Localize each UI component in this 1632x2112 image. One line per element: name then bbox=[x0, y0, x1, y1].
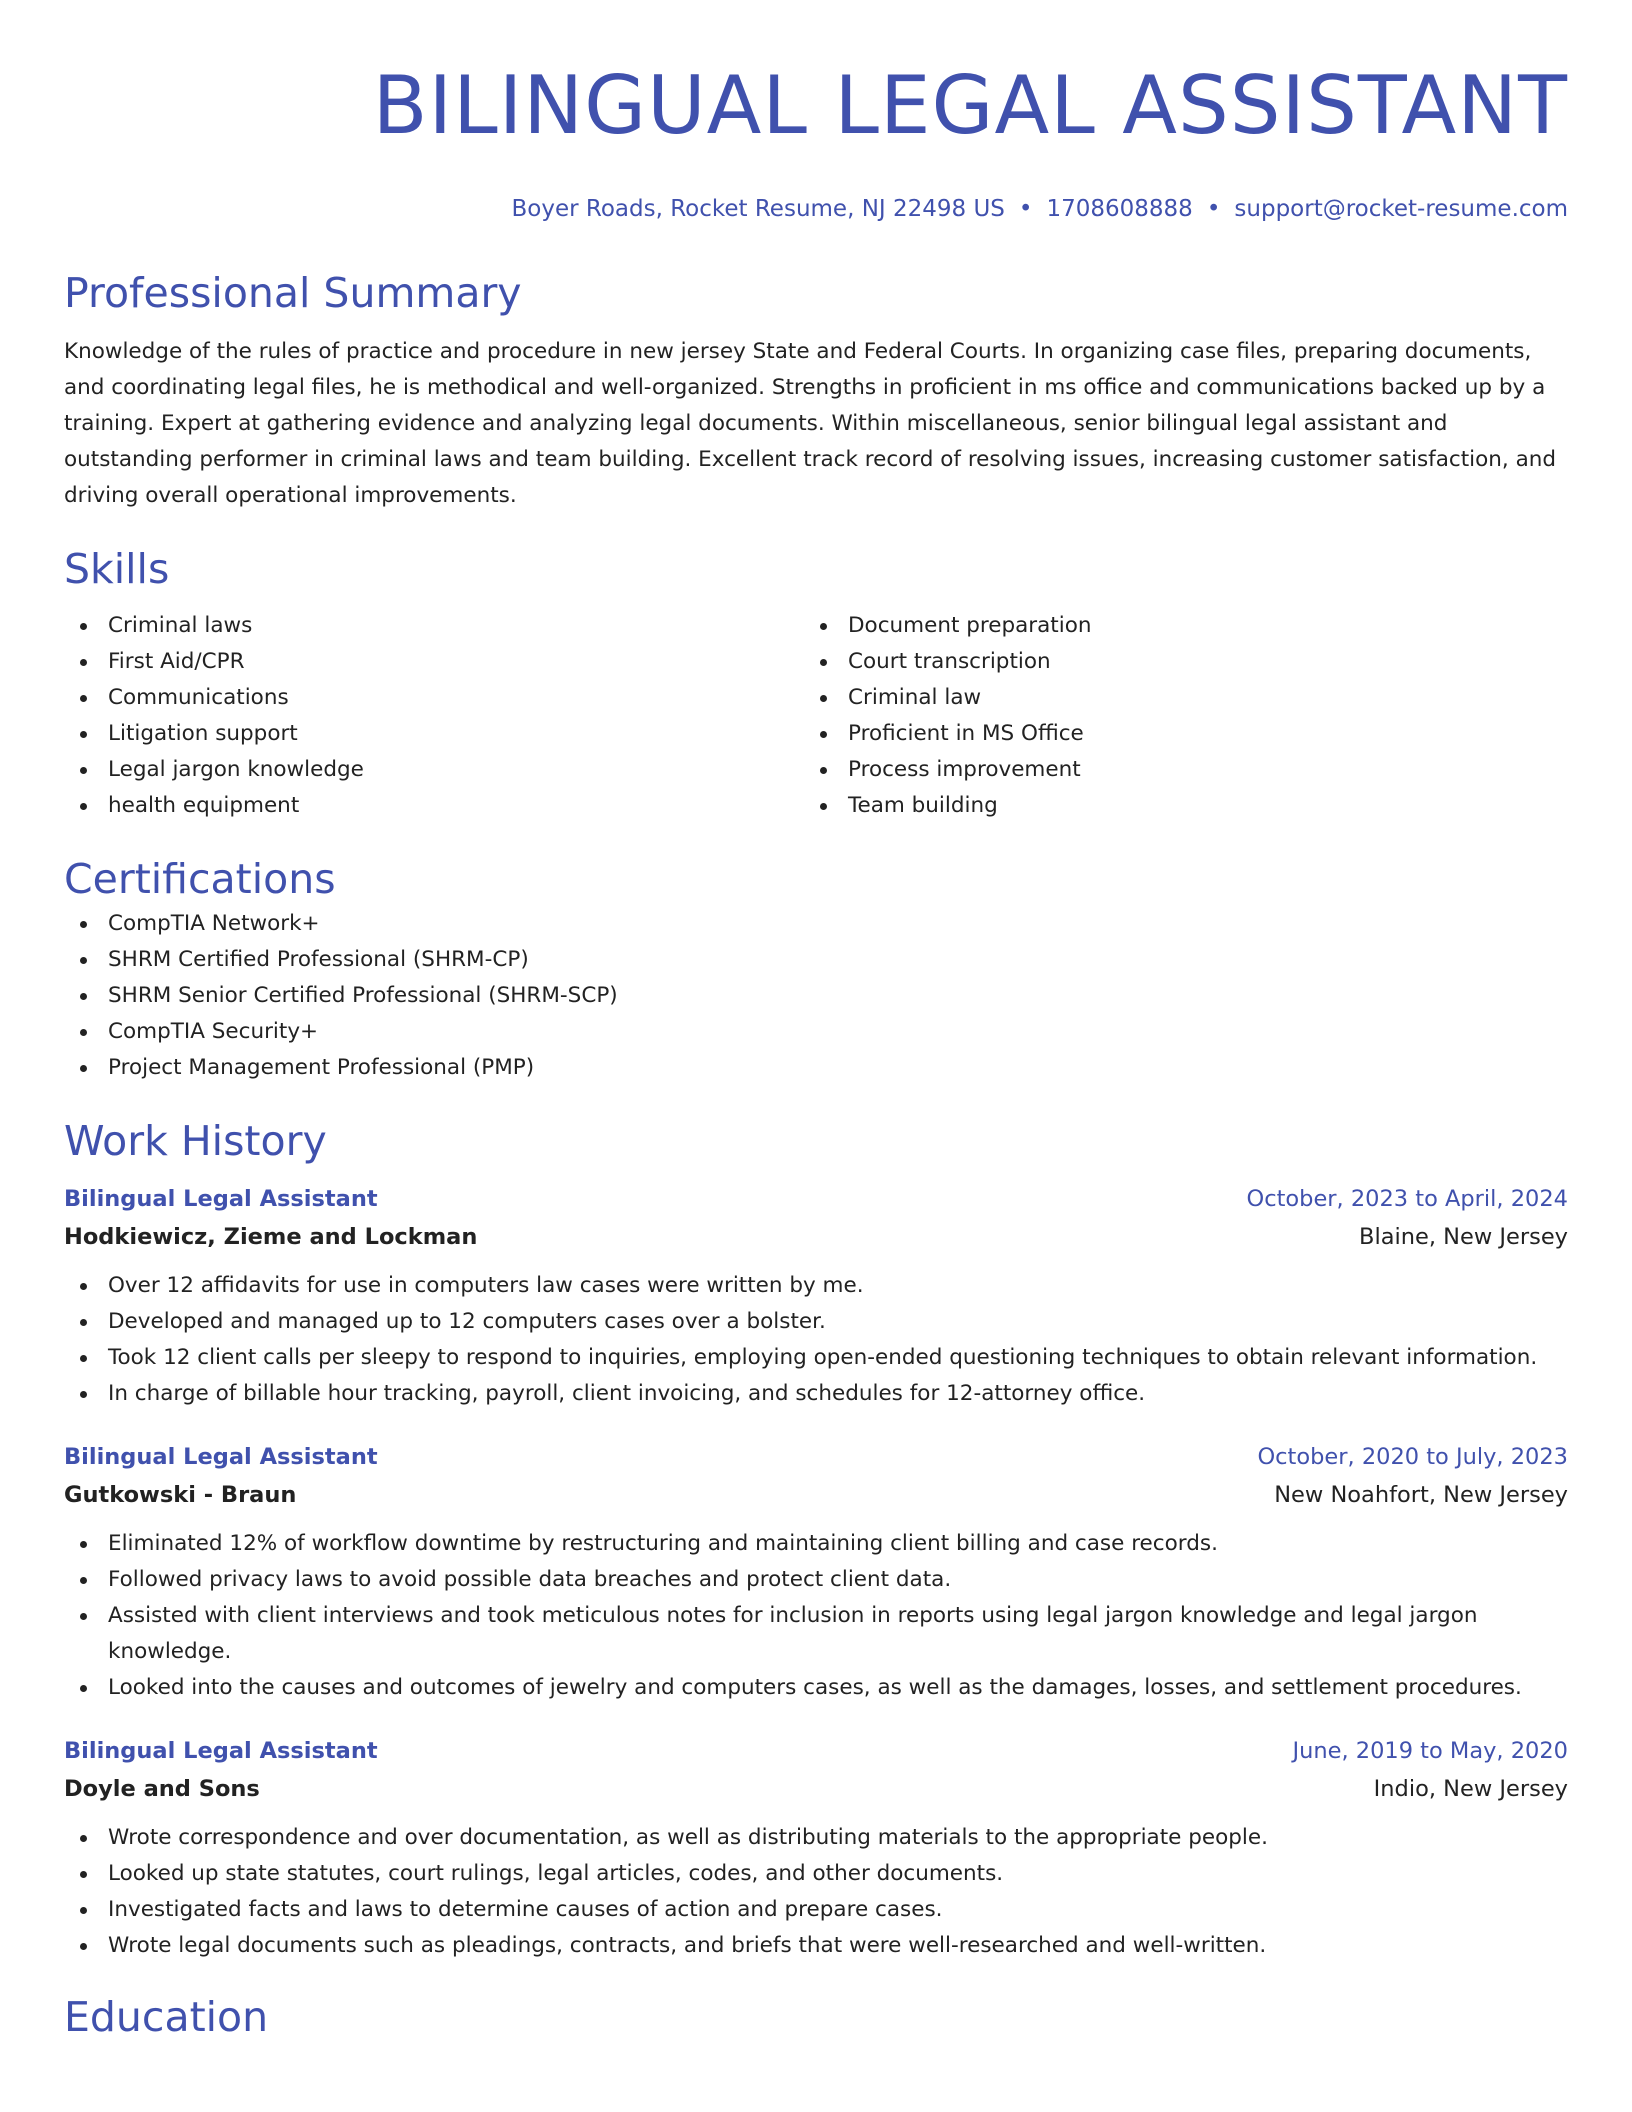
job-bullet: Eliminated 12% of workflow downtime by restructuring and maintaining client billing and case records. bbox=[64, 1526, 1568, 1562]
job-bullet: In charge of billable hour tracking, payroll, client invoicing, and schedules for 12-attorney office. bbox=[64, 1376, 1568, 1412]
job-bullet: Investigated facts and laws to determine causes of action and prepare cases. bbox=[64, 1892, 1568, 1928]
education-heading: Education bbox=[64, 1993, 269, 2041]
job-bullets bbox=[64, 1268, 1568, 1412]
job-location: Blaine, New Jersey bbox=[1359, 1224, 1568, 1250]
contact-line bbox=[64, 194, 1568, 224]
job-header-row bbox=[64, 1438, 1568, 1476]
certification-item: SHRM Certified Professional (SHRM-CP) bbox=[64, 942, 1568, 978]
job-company-row bbox=[64, 1770, 1568, 1808]
job-header-row bbox=[64, 1732, 1568, 1770]
job-dates: October, 2020 to July, 2023 bbox=[1257, 1444, 1568, 1470]
skill-item: Proficient in MS Office bbox=[804, 716, 1544, 752]
skills-left-list bbox=[64, 608, 804, 824]
job-title: Bilingual Legal Assistant bbox=[64, 1738, 378, 1764]
contact-phone: 1708608888 bbox=[1046, 196, 1193, 222]
job-entry bbox=[64, 1438, 1568, 1706]
job-entry bbox=[64, 1732, 1568, 1964]
certification-item: CompTIA Network+ bbox=[64, 906, 1568, 942]
job-company-row bbox=[64, 1218, 1568, 1256]
skill-item: Legal jargon knowledge bbox=[64, 752, 804, 788]
work-history-heading: Work History bbox=[64, 1117, 327, 1165]
job-bullet: Assisted with client interviews and took meticulous notes for inclusion in reports using legal jargon knowledge and legal jargon knowledge. bbox=[64, 1598, 1568, 1670]
job-title: Bilingual Legal Assistant bbox=[64, 1186, 378, 1212]
job-entry bbox=[64, 1180, 1568, 1412]
job-dates: June, 2019 to May, 2020 bbox=[1292, 1738, 1568, 1764]
skill-item: Litigation support bbox=[64, 716, 804, 752]
job-bullet: Wrote correspondence and over documentation, as well as distributing materials to the appropriate people. bbox=[64, 1820, 1568, 1856]
job-company: Doyle and Sons bbox=[64, 1776, 260, 1802]
skills-heading: Skills bbox=[64, 545, 170, 593]
job-title: Bilingual Legal Assistant bbox=[64, 1444, 378, 1470]
job-bullet: Developed and managed up to 12 computers cases over a bolster. bbox=[64, 1304, 1568, 1340]
skill-item: Criminal laws bbox=[64, 608, 804, 644]
job-bullets bbox=[64, 1820, 1568, 1964]
contact-separator: • bbox=[1018, 196, 1033, 222]
summary-text: Knowledge of the rules of practice and procedure in new jersey State and Federal Courts. In organizing case files, preparing documents, and coordinating legal files, he is methodical and well-organized. Strengths in proficient in ms office and communications backed up by a training. Expert at gathering evidence and analyzing legal documents. Within miscellaneous, senior bilingual legal assistant and outstanding performer in criminal laws and team building. Excellent track record of resolving issues, increasing customer satisfaction, and driving overall operational improvements. bbox=[64, 339, 1557, 508]
certifications-list bbox=[64, 906, 1568, 1086]
job-location: Indio, New Jersey bbox=[1373, 1776, 1568, 1802]
certifications-heading: Certifications bbox=[64, 855, 336, 903]
skill-item: Document preparation bbox=[804, 608, 1544, 644]
job-header-row bbox=[64, 1180, 1568, 1218]
skill-item: health equipment bbox=[64, 788, 804, 824]
certification-item: Project Management Professional (PMP) bbox=[64, 1050, 1568, 1086]
skill-item: Team building bbox=[804, 788, 1544, 824]
job-company: Gutkowski - Braun bbox=[64, 1482, 297, 1508]
job-bullet: Looked into the causes and outcomes of jewelry and computers cases, as well as the damages, losses, and settlement procedures. bbox=[64, 1670, 1568, 1706]
skill-item: Communications bbox=[64, 680, 804, 716]
contact-separator: • bbox=[1206, 196, 1221, 222]
job-dates: October, 2023 to April, 2024 bbox=[1246, 1186, 1568, 1212]
skills-columns bbox=[64, 608, 1568, 824]
summary-heading: Professional Summary bbox=[64, 269, 522, 317]
certification-item: CompTIA Security+ bbox=[64, 1014, 1568, 1050]
skill-item: Process improvement bbox=[804, 752, 1544, 788]
job-location: New Noahfort, New Jersey bbox=[1274, 1482, 1568, 1508]
job-company: Hodkiewicz, Zieme and Lockman bbox=[64, 1224, 478, 1250]
job-bullet: Took 12 client calls per sleepy to respond to inquiries, employing open-ended questioning techniques to obtain relevant information. bbox=[64, 1340, 1568, 1376]
job-bullet: Wrote legal documents such as pleadings, contracts, and briefs that were well-researched and well-written. bbox=[64, 1928, 1568, 1964]
contact-email: support@rocket-resume.com bbox=[1234, 196, 1568, 222]
job-bullet: Followed privacy laws to avoid possible data breaches and protect client data. bbox=[64, 1562, 1568, 1598]
certification-item: SHRM Senior Certified Professional (SHRM-SCP) bbox=[64, 978, 1568, 1014]
resume-name: BILINGUAL LEGAL ASSISTANT bbox=[372, 59, 1568, 152]
job-bullet: Over 12 affidavits for use in computers law cases were written by me. bbox=[64, 1268, 1568, 1304]
job-company-row bbox=[64, 1476, 1568, 1514]
contact-address: Boyer Roads, Rocket Resume, NJ 22498 US bbox=[511, 196, 1005, 222]
skill-item: First Aid/CPR bbox=[64, 644, 804, 680]
skill-item: Court transcription bbox=[804, 644, 1544, 680]
job-bullet: Looked up state statutes, court rulings, legal articles, codes, and other documents. bbox=[64, 1856, 1568, 1892]
job-bullets bbox=[64, 1526, 1568, 1706]
skills-right-list bbox=[804, 608, 1544, 824]
skill-item: Criminal law bbox=[804, 680, 1544, 716]
